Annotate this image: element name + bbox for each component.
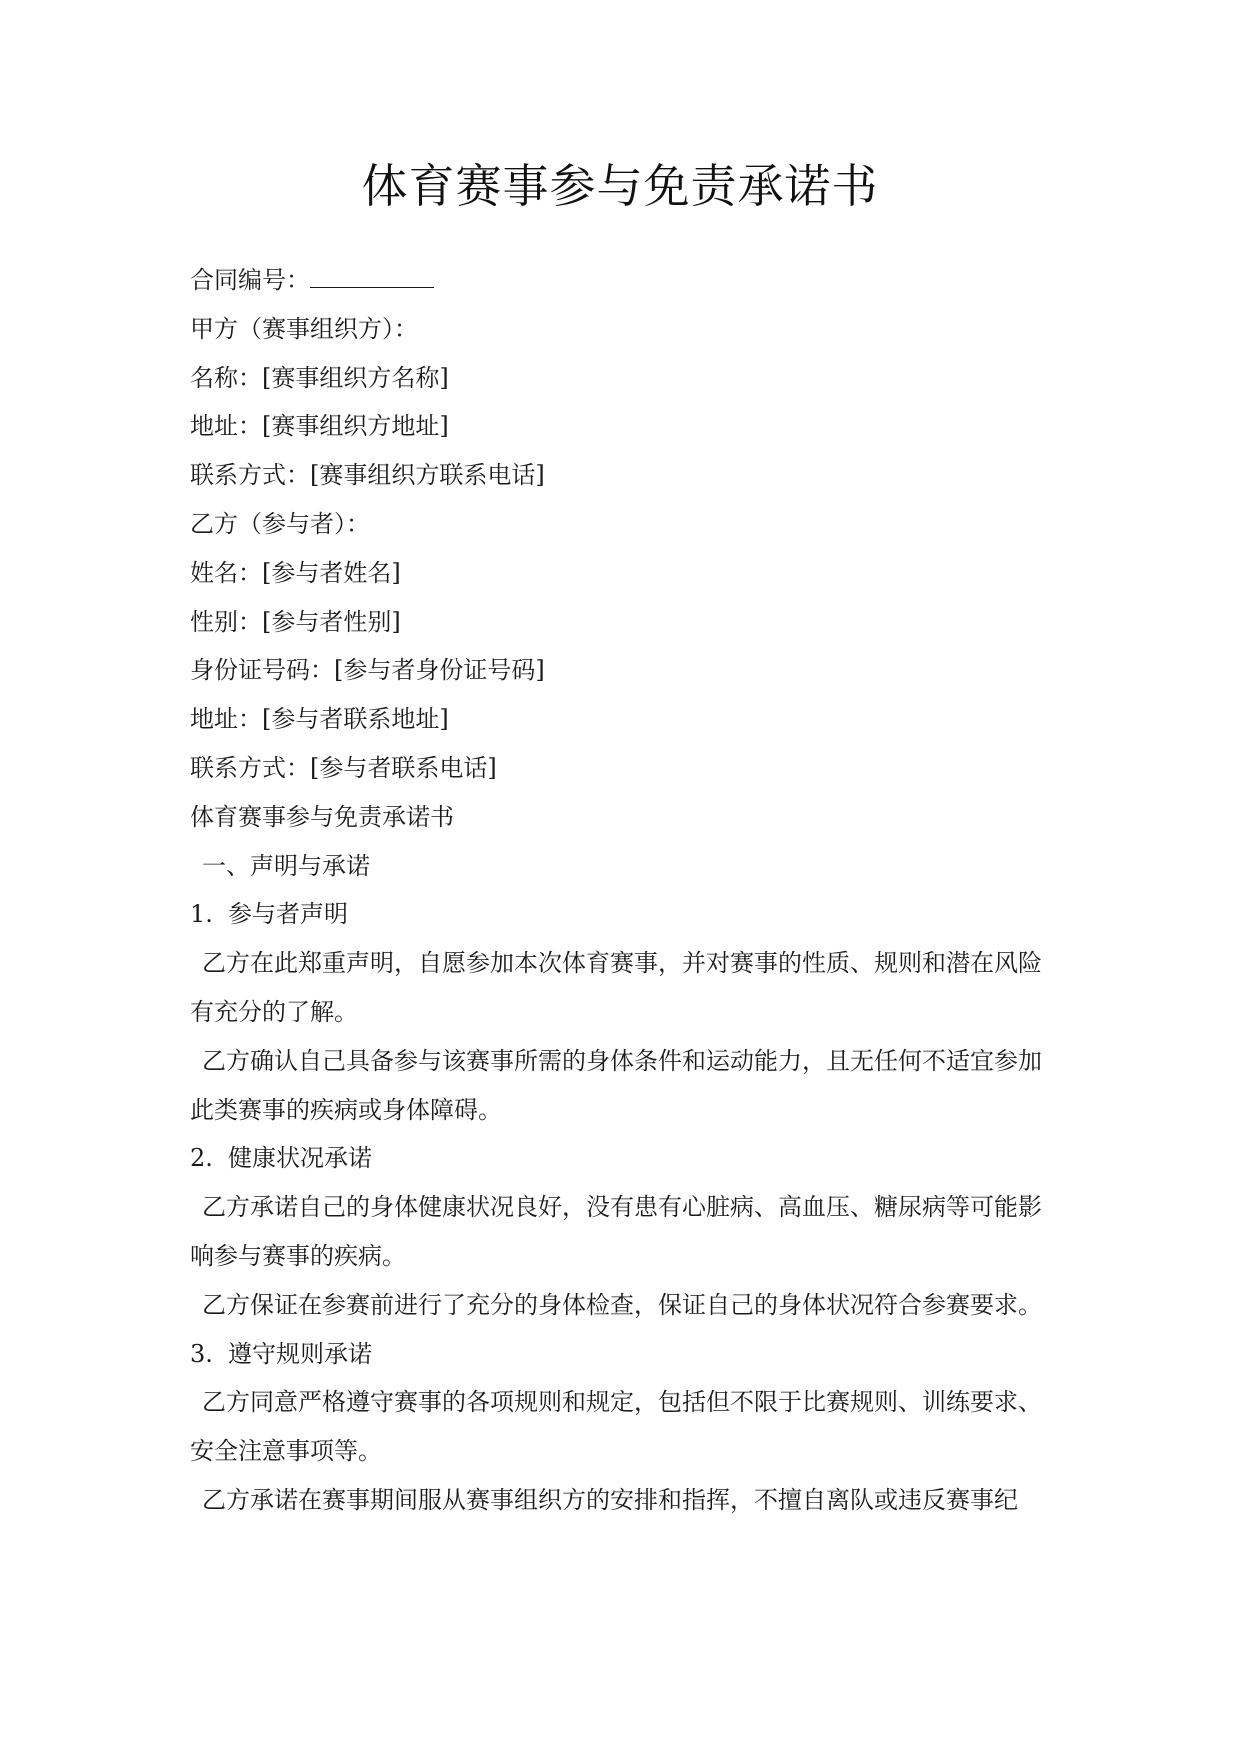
party-a-heading: 甲方（赛事组织方）：: [190, 314, 418, 343]
party-b-id-number: 身份证号码：[参与者身份证号码]: [190, 656, 545, 685]
party-b-address: 地址：[参与者联系地址]: [190, 705, 449, 734]
contract-number-label: 合同编号：: [190, 266, 310, 294]
item-heading-participant-declaration: [190, 890, 1060, 939]
paragraph: 乙方承诺自己的身体健康状况良好，没有患有心脏病、高血压、糖尿病等可能影响参与赛事的疾病。: [190, 1193, 1042, 1270]
document-body: [190, 256, 1060, 1525]
paragraph: 乙方保证在参赛前进行了充分的身体检查，保证自己的身体状况符合参赛要求。: [202, 1290, 1042, 1319]
party-b-name: 姓名：[参与者姓名]: [190, 558, 401, 587]
paragraph: 乙方确认自己具备参与该赛事所需的身体条件和运动能力，且无任何不适宜参加此类赛事的疾病或身体障碍。: [190, 1046, 1042, 1124]
item-number: 1.: [190, 900, 213, 929]
item-title: 健康状况承诺: [228, 1144, 372, 1173]
party-a-name: 名称：[赛事组织方名称]: [190, 363, 449, 392]
item-title: 参与者声明: [228, 900, 348, 929]
item-heading-rules-commitment: [190, 1330, 1060, 1379]
item-title: 遵守规则承诺: [228, 1339, 372, 1368]
item-number: 2.: [190, 1144, 213, 1173]
contract-number-line: [190, 256, 1060, 305]
item-number: 3.: [190, 1339, 213, 1368]
contract-number-blank: [310, 267, 434, 288]
section-heading-declaration: 一、声明与承诺: [202, 851, 370, 880]
document-subtitle: 体育赛事参与免责承诺书: [190, 802, 454, 831]
party-a-contact: 联系方式：[赛事组织方联系电话]: [190, 461, 545, 490]
paragraph: 乙方同意严格遵守赛事的各项规则和规定，包括但不限于比赛规则、训练要求、安全注意事项等。: [190, 1388, 1042, 1466]
party-b-heading: 乙方（参与者）：: [190, 509, 370, 538]
item-heading-health-commitment: [190, 1134, 1060, 1183]
party-a-address: 地址：[赛事组织方地址]: [190, 412, 449, 441]
paragraph: 乙方承诺在赛事期间服从赛事组织方的安排和指挥，不擅自离队或违反赛事纪: [202, 1485, 1018, 1514]
party-b-gender: 性别：[参与者性别]: [190, 607, 401, 636]
document-title: 体育赛事参与免责承诺书: [361, 159, 879, 213]
party-b-contact: 联系方式：[参与者联系电话]: [190, 753, 497, 782]
paragraph: 乙方在此郑重声明，自愿参加本次体育赛事，并对赛事的性质、规则和潜在风险有充分的了解。: [190, 949, 1042, 1026]
